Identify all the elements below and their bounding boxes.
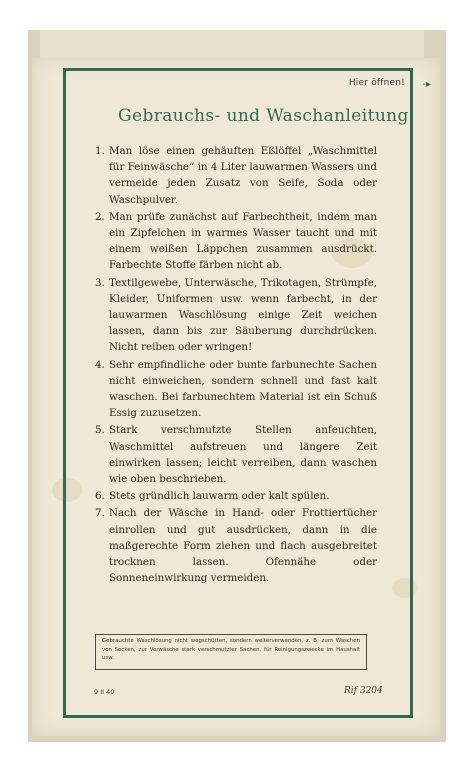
item-text: Stark verschmutzte Stellen anfeuchten, Waschmittel aufstreuen und längere Zeit einwirken lassen; leicht verreiben, dann waschen wie oben beschrieben.: [109, 424, 377, 486]
item-text: Nach der Wäsche in Hand- oder Frottiertücher einrollen und gut ausdrücken, dann in die maßgerechte Form ziehen und flach ausgebreitet trocknen lassen. Ofennähe oder Sonneneinwirkung vermeiden.: [109, 507, 377, 585]
list-item: [95, 422, 377, 487]
item-number: 7.: [95, 507, 105, 520]
item-text: Stets gründlich lauwarm oder kalt spülen.: [109, 490, 330, 503]
item-number: 3.: [95, 276, 105, 289]
list-item: [95, 488, 377, 504]
print-code: 9 II 40: [94, 688, 115, 696]
open-here-label[interactable]: Hier öffnen!: [348, 78, 405, 88]
list-item: [95, 505, 377, 586]
arrow-right-icon: -▸: [422, 79, 431, 90]
list-item: [95, 357, 377, 422]
item-text: Man prüfe zunächst auf Farbechtheit, indem man ein Zipfelchen in warmes Wasser taucht und mit einem weißen Läppchen zusammen ausdrückt. Farbechte Stoffe färben nicht ab.: [109, 210, 377, 272]
item-number: 4.: [95, 358, 105, 371]
instruction-list: [95, 143, 377, 587]
list-item: [95, 143, 377, 208]
item-number: 6.: [95, 490, 105, 503]
item-text: Sehr empfindliche oder bunte farbunechte Sachen nicht einweichen, sondern schnell und fast kalt waschen. Bei farbunechtem Material ist ein Schuß Essig zuzusetzen.: [109, 358, 377, 420]
item-number: 2.: [95, 210, 105, 223]
item-number: 5.: [95, 424, 105, 437]
item-text: Textilgewebe, Unterwäsche, Trikotagen, Strümpfe, Kleider, Uniformen usw. wenn farbecht, in der lauwarmen Waschlösung einige Zeit weichen lassen, dann bis zur Säuberung durchdrücken. Nicht reiben oder wringen!: [109, 276, 377, 354]
item-number: 1.: [95, 145, 105, 157]
list-item: [95, 209, 377, 274]
item-text: Man löse einen gehäuften Eßlöffel „Waschmittel für Feinwäsche“ in 4 Liter lauwarmen Wassers und vermeide jeden Zusatz von Seife, Soda oder Waschpulver.: [109, 145, 377, 206]
reuse-note-box: Gebrauchte Waschlösung nicht wegschütten, sondern weiterverwenden, z. B. zum Waschen von Socken, zur Vorwäsche stark verschmutzter Sachen, für Reinigungszwecke im Haushalt usw.: [95, 634, 367, 670]
page-title: Gebrauchs- und Waschanleitung: [118, 106, 409, 126]
list-item: [95, 275, 377, 356]
signature-code: Rif 3204: [344, 686, 383, 696]
